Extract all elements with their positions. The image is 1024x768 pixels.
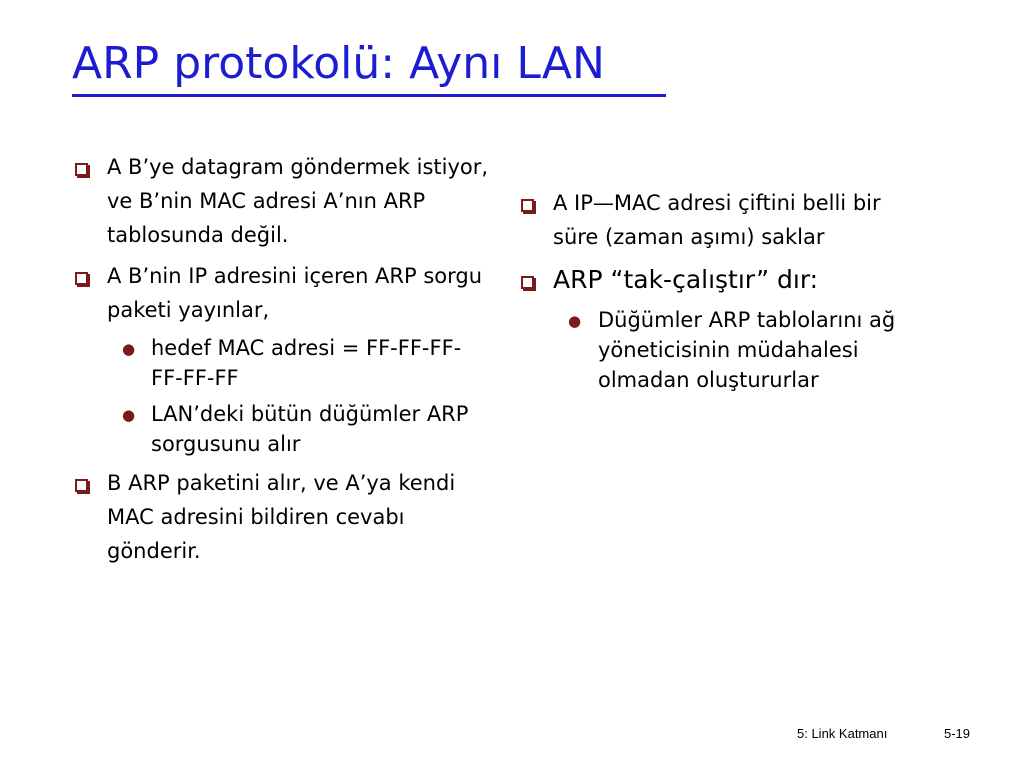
square-bullet-icon <box>521 276 534 289</box>
sub-bullet-list <box>107 333 490 459</box>
bullet-text: A B’ye datagram göndermek istiyor, ve B’nin MAC adresi A’nın ARP tablosunda değil. <box>107 155 489 247</box>
sub-bullet-list <box>553 305 926 395</box>
left-bullet-list <box>70 150 490 568</box>
square-bullet-icon <box>75 163 88 176</box>
sub-bullet-item <box>553 305 926 395</box>
bullet-item <box>516 186 926 254</box>
bullet-item <box>70 466 490 568</box>
sub-bullet-item <box>107 399 490 459</box>
square-bullet-icon <box>75 272 88 285</box>
square-bullet-icon <box>521 199 534 212</box>
footer-chapter: 5: Link Katmanı <box>797 726 888 741</box>
square-bullet-icon <box>75 479 88 492</box>
sub-bullet-item <box>107 333 490 393</box>
sub-bullet-icon: ● <box>122 406 136 424</box>
bullet-text: B ARP paketini alır, ve A’ya kendi MAC adresini bildiren cevabı gönderir. <box>107 471 456 563</box>
sub-bullet-icon: ● <box>122 340 136 358</box>
bullet-text: A B’nin IP adresini içeren ARP sorgu paketi yayınlar, <box>107 264 483 322</box>
bullet-text: A IP—MAC adresi çiftini belli bir süre (zaman aşımı) saklar <box>553 191 881 249</box>
sub-bullet-text: Düğümler ARP tablolarını ağ yöneticisinin müdahalesi olmadan oluştururlar <box>598 308 896 392</box>
sub-bullet-text: LAN’deki bütün düğümler ARP sorgusunu alır <box>151 402 469 456</box>
bullet-item <box>70 259 490 459</box>
right-bullet-list <box>516 186 926 395</box>
bullet-text: ARP “tak-çalıştır” dır: <box>553 265 819 294</box>
bullet-item <box>70 150 490 252</box>
sub-bullet-text: hedef MAC adresi = FF-FF-FF-FF-FF-FF <box>151 336 462 390</box>
footer-page-number: 5-19 <box>944 726 971 741</box>
title-underline <box>72 94 666 97</box>
sub-bullet-icon: ● <box>568 312 582 330</box>
bullet-item <box>516 261 926 395</box>
slide-title: ARP protokolü: Aynı LAN <box>72 38 605 89</box>
